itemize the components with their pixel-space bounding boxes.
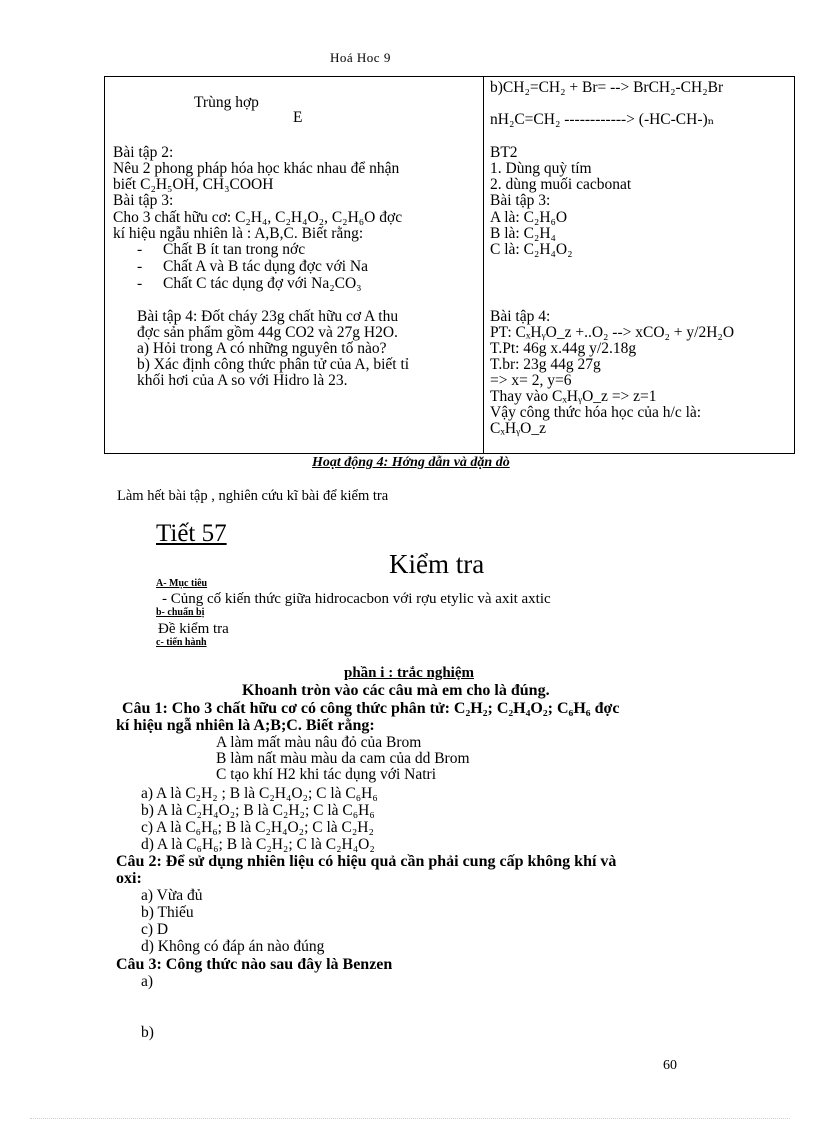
bt3-line-2: kí hiệu ngẫu nhiên là : A,B,C. Biết rằng: (113, 225, 364, 242)
question-1: Câu 1: Cho 3 chất hữu cơ có công thức phân tử: C₂H₂; C₂H₄O₂; C₆H₆ đợc (122, 700, 620, 717)
question-2-cont: oxi: (116, 870, 142, 887)
part-1-heading: phần i : trắc nghiệm (344, 665, 475, 681)
bt4-line: đợc sản phẩm gồm 44g CO2 và 27g H2O. (137, 324, 398, 341)
bt3-answer: B là: C₂H₄ (490, 225, 556, 242)
bt2-line-2: biết C₂H₅OH, CH₃COOH (113, 176, 274, 193)
question-2: Câu 2: Để sử dụng nhiên liệu có hiệu quả cần phải cung cấp không khí và (116, 853, 617, 870)
bt4-answer: T.Pt: 46g x.44g y/2.18g (490, 340, 637, 357)
bt3-title: Bài tập 3: (113, 192, 174, 209)
question-1-option[interactable]: a) A là C₂H₂ ; B là C₂H₄O₂; C là C₆H₆ (141, 785, 378, 802)
bt2-answer: 1. Dùng quỳ tím (490, 160, 592, 177)
question-3-option[interactable]: a) (141, 973, 154, 990)
lesson-number: Tiết 57 (156, 520, 227, 547)
activity-4-heading: Hoạt động 4: Hớng dẫn và dặn dò (312, 455, 510, 470)
question-1-fact: A làm mất màu nâu đỏ của Brom (216, 734, 422, 751)
bt3-answer: A là: C₂H₆O (490, 209, 568, 226)
reaction-b: b)CH₂=CH₂ + Br= --> BrCH₂-CH₂Br (490, 79, 724, 96)
bt3-item: - Chất B ít tan trong nớc (137, 241, 306, 258)
reaction-polymer: nH₂C=CH₂ ------------> (-HC-CH-)ₙ (490, 111, 715, 128)
solution-table (104, 76, 795, 454)
page-number: 60 (663, 1058, 677, 1073)
bt4-line: Bài tập 4: Đốt cháy 23g chất hữu cơ A thu (137, 308, 399, 325)
bt4-answer: PT: CₓHᵧO_z +..O₂ --> xCO₂ + y/2H₂O (490, 324, 735, 341)
question-2-option[interactable]: b) Thiếu (141, 904, 194, 921)
bt2-answer: 2. dùng muối cacbonat (490, 176, 632, 193)
bt2-title: Bài tập 2: (113, 144, 174, 161)
bt4-line: a) Hỏi trong A có những nguyên tố nào? (137, 340, 387, 357)
objective-text: - Củng cố kiến thức giữa hidrocacbon với rợu etylic và axit axtic (162, 591, 551, 607)
bt4-line: khối hơi của A so với Hidro là 23. (137, 372, 348, 389)
instruction-circle: Khoanh tròn vào các câu mà em cho là đúng. (242, 682, 550, 699)
question-1-fact: B làm nất màu màu da cam của dd Brom (216, 750, 470, 767)
bt4-answer: Thay vào CₓHᵧO_z => z=1 (490, 388, 657, 405)
question-3-option[interactable]: b) (141, 1024, 154, 1041)
question-1-cont: kí hiệu ngẫ nhiên là A;B;C. Biết rằng: (116, 717, 375, 734)
bt2-line-1: Nêu 2 phong pháp hóa học khác nhau để nhận (113, 160, 400, 177)
e-label: E (293, 109, 303, 126)
table-left-cell (105, 77, 484, 454)
question-1-option[interactable]: c) A là C₆H₆; B là C₂H₄O₂; C là C₂H₂ (141, 819, 374, 836)
page-header: Hoá Hoc 9 (330, 50, 391, 65)
question-1-fact: C tạo khí H2 khi tác dụng với Natri (216, 766, 436, 783)
bt3-line-1: Cho 3 chất hữu cơ: C₂H₄, C₂H₄O₂, C₂H₆O đợc (113, 209, 403, 226)
table-right-cell (484, 77, 795, 454)
question-2-option[interactable]: d) Không có đáp án nào đúng (141, 938, 325, 955)
trung-hop-label: Trùng hợp (194, 94, 259, 111)
test-title: Kiểm tra (389, 549, 485, 579)
bottom-divider (30, 1118, 790, 1119)
bt3-item: - Chất C tác dụng đợ với Na₂CO₃ (137, 275, 362, 292)
bt4-answer: CₓHᵧO_z (490, 420, 546, 437)
question-3: Câu 3: Công thức nào sau đây là Benzen (116, 956, 393, 973)
bt4-answer: Vậy công thức hóa học của h/c là: (490, 404, 702, 421)
bt2-answer: BT2 (490, 144, 518, 161)
procedure-label: c- tiến hành (156, 637, 207, 648)
bt3-answer: C là: C₂H₄O₂ (490, 241, 573, 258)
bt4-line: b) Xác định công thức phân tử của A, biết tỉ (137, 356, 410, 373)
question-1-option[interactable]: b) A là C₂H₄O₂; B là C₂H₂; C là C₆H₆ (141, 802, 375, 819)
preparation-label: b- chuẩn bị (156, 607, 205, 618)
question-2-option[interactable]: c) D (141, 921, 169, 938)
question-2-option[interactable]: a) Vừa đủ (141, 887, 203, 904)
bt3-answer: Bài tập 3: (490, 192, 551, 209)
bt3-item: - Chất A và B tác dụng đợc với Na (137, 258, 368, 275)
question-1-option[interactable]: d) A là C₆H₆; B là C₂H₂; C là C₂H₄O₂ (141, 836, 375, 853)
bt4-answer: => x= 2, y=6 (490, 372, 572, 389)
bt4-answer: Bài tập 4: (490, 308, 551, 325)
bt4-answer: T.br: 23g 44g 27g (490, 356, 601, 373)
homework-instruction: Làm hết bài tập , nghiên cứu kĩ bài để kiểm tra (117, 488, 389, 504)
preparation-text: Đề kiểm tra (158, 621, 229, 637)
objective-label: A- Mục tiêu (156, 578, 208, 589)
